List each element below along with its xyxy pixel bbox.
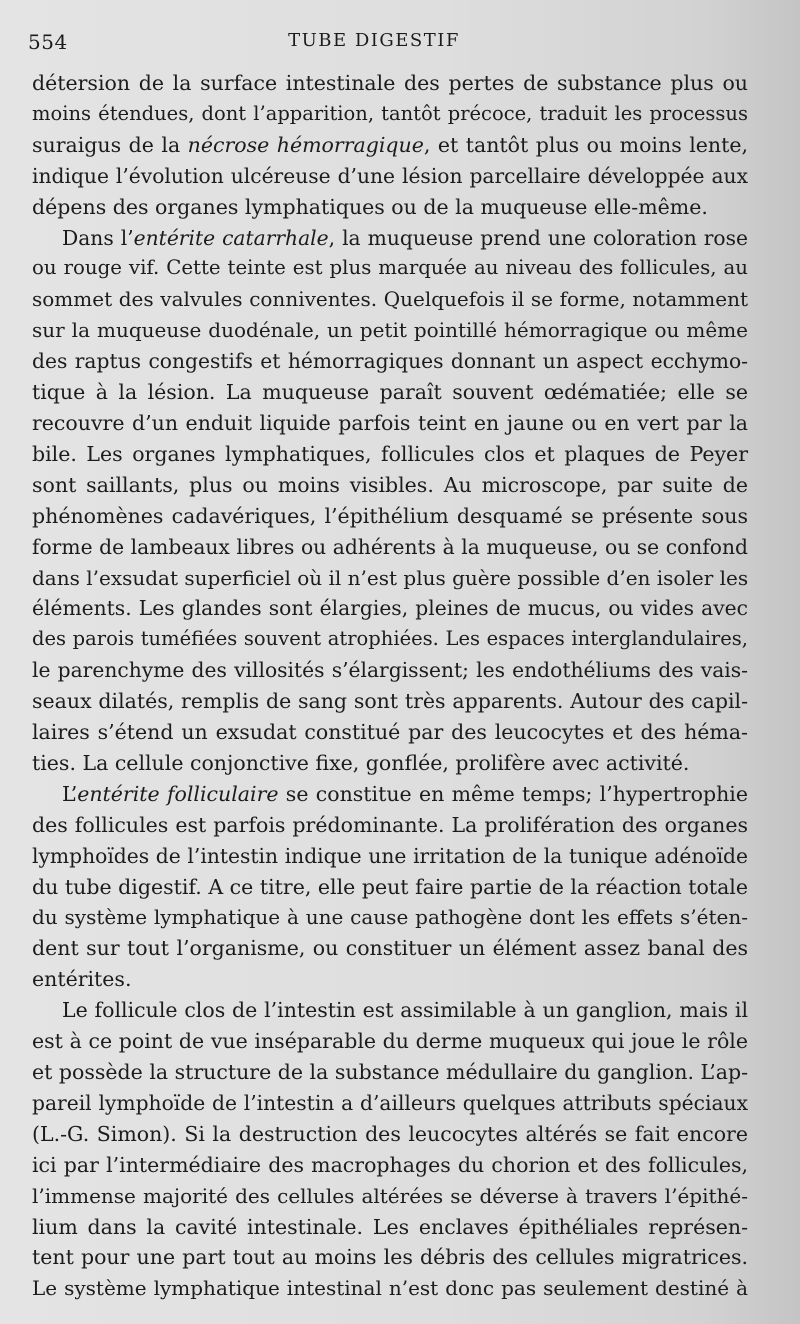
text-line: éléments. Les glandes sont élargies, pleines de mucus, ou vides avec [32,596,748,621]
page-number: 554 [28,30,68,54]
text-line: entérites. [32,967,132,992]
text-line: L’entérite folliculaire se constitue en même temps; l’hypertrophie [62,781,748,806]
text-line: ties. La cellule conjonctive fixe, gonflée, prolifère avec activité. [32,750,690,775]
text-line: tent pour une part tout au moins les débris des cellules migratrices. [32,1245,748,1270]
text-line: Dans l’entérite catarrhale, la muqueuse prend une coloration rose [62,225,748,250]
text-line: indique l’évolution ulcéreuse d’une lésion parcellaire développée aux [32,163,748,188]
text-line: ou rouge vif. Cette teinte est plus marquée au niveau des follicules, au [32,256,748,280]
text-line: sommet des valvules conniventes. Quelquefois il se forme, notamment [32,287,748,312]
text-line: seaux dilatés, remplis de sang sont très apparents. Autour des capil- [32,689,748,714]
text-line: moins étendues, dont l’apparition, tantôt précoce, traduit les processus [32,101,748,125]
text-line: dépens des organes lymphatiques ou de la muqueuse elle-même. [32,194,708,219]
text-line: du système lymphatique à une cause pathogène dont les effets s’éten- [32,905,748,930]
text-line: Le système lymphatique intestinal n’est donc pas seulement destiné à [32,1276,748,1301]
text-line: des follicules est parfois prédominante. La prolifération des organes [32,812,748,837]
text-line: Le follicule clos de l’intestin est assimilable à un ganglion, mais il [62,998,748,1023]
text-line: lymphoïdes de l’intestin indique une irritation de la tunique adénoïde [32,843,748,868]
text-line: est à ce point de vue inséparable du derme muqueux qui joue le rôle [32,1029,748,1054]
text-line: suraigus de la nécrose hémorragique, et tantôt plus ou moins lente, [32,132,748,157]
text-line: tique à la lésion. La muqueuse paraît souvent œdématiée; elle se [32,380,748,405]
text-line: le parenchyme des villosités s’élargissent; les endothéliums des vais- [32,658,748,683]
text-line: lium dans la cavité intestinale. Les enclaves épithéliales représen- [32,1214,748,1239]
text-line: laires s’étend un exsudat constitué par des leucocytes et des héma- [32,720,748,745]
text-line: et possède la structure de la substance médullaire du ganglion. L’ap- [32,1060,748,1084]
text-line: détersion de la surface intestinale des pertes de substance plus ou [32,71,748,95]
text-line: recouvre d’un enduit liquide parfois teint en jaune ou en vert par la [32,410,748,435]
text-line: des raptus congestifs et hémorragiques donnant un aspect ecchymo- [32,349,748,374]
text-line: sur la muqueuse duodénale, un petit pointillé hémorragique ou même [32,318,748,343]
running-title: TUBE DIGESTIF [288,30,460,51]
text-line: bile. Les organes lymphatiques, follicules clos et plaques de Peyer [32,441,748,466]
text-line: des parois tuméfiées souvent atrophiées. Les espaces interglandulaires, [32,627,748,651]
text-line: phénomènes cadavériques, l’épithélium desquamé se présente sous [32,503,748,528]
text-line: (L.-G. Simon). Si la destruction des leucocytes altérés se fait encore [32,1121,748,1146]
text-line: dans l’exsudat superficiel où il n’est plus guère possible d’en isoler les [32,565,749,590]
text-line: sont saillants, plus ou moins visibles. Au microscope, par suite de [32,472,748,497]
text-line: l’immense majorité des cellules altérées se déverse à travers l’épithé- [32,1183,748,1208]
text-line: pareil lymphoïde de l’intestin a d’ailleurs quelques attributs spéciaux [32,1090,748,1115]
text-line: forme de lambeaux libres ou adhérents à la muqueuse, ou se confond [32,534,748,559]
text-line: du tube digestif. A ce titre, elle peut faire partie de la réaction totale [32,874,748,899]
text-line: dent sur tout l’organisme, ou constituer un élément assez banal des [32,936,748,961]
text-line: ici par l’intermédiaire des macrophages du chorion et des follicules, [32,1152,748,1177]
body-text [32,68,748,1304]
page-header [28,30,760,60]
